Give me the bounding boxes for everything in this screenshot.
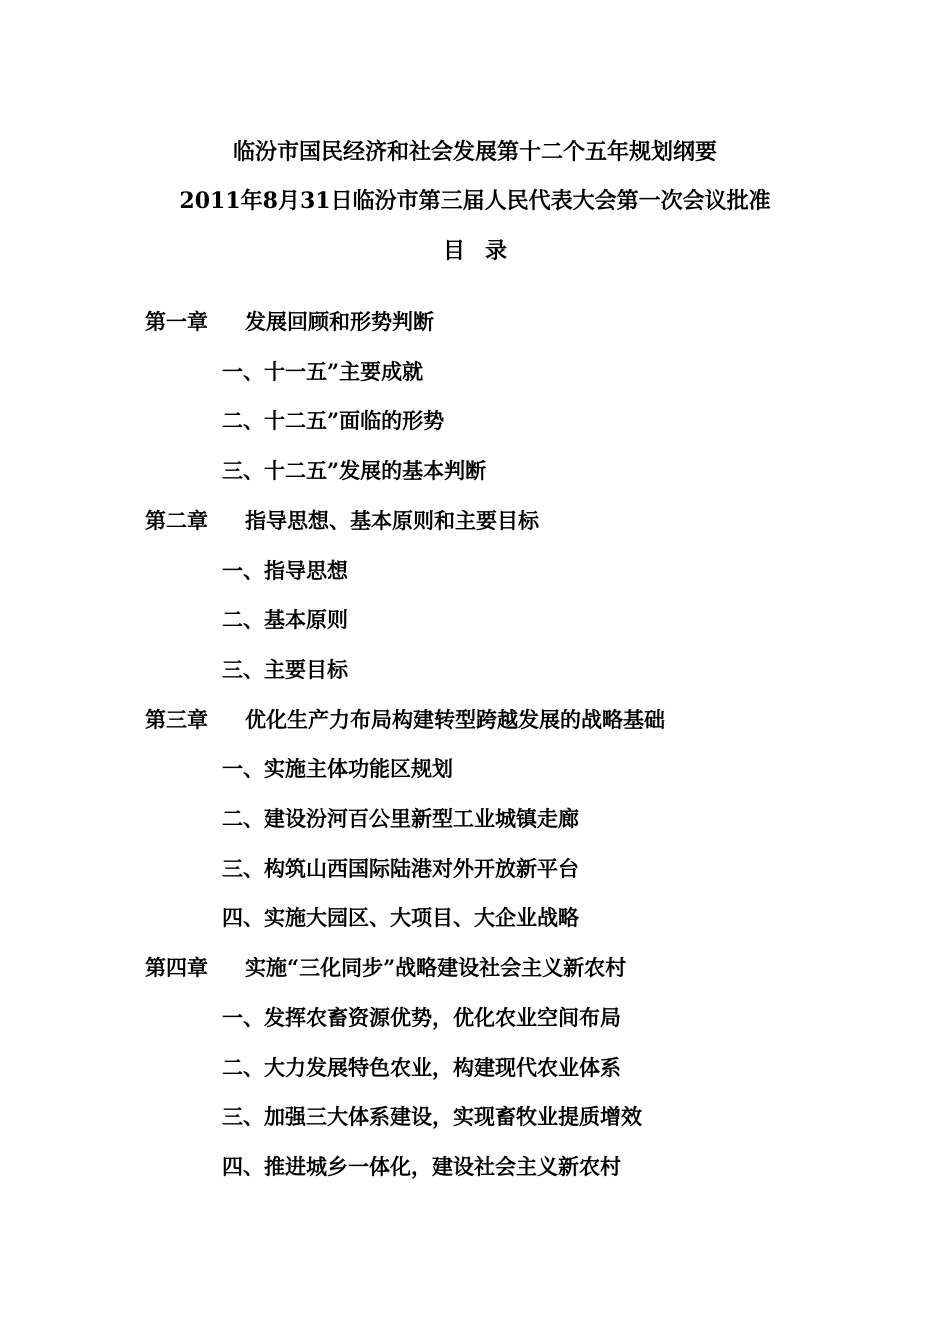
toc-section-title: 三、主要目标 [222, 656, 348, 682]
toc-section-row [0, 853, 950, 885]
toc-section-row [0, 1002, 950, 1034]
toc-section-title: 四、实施大园区、大项目、大企业战略 [222, 905, 579, 931]
toc-chapter-row [0, 505, 950, 537]
toc-chapter-title: 优化生产力布局构建转型跨越发展的战略基础 [245, 706, 665, 732]
toc-section-row [0, 753, 950, 785]
toc-section-row [0, 405, 950, 437]
toc-section-row [0, 356, 950, 388]
document-title: 临汾市国民经济和社会发展第十二个五年规划纲要 [232, 139, 717, 165]
toc-chapter-number: 第一章 [145, 309, 208, 334]
toc-section-row [0, 455, 950, 487]
toc-heading: 目录 [442, 238, 527, 264]
toc-section-title: 一、十一五”主要成就 [222, 358, 424, 384]
toc-section-row [0, 604, 950, 636]
toc-chapter-row [0, 952, 950, 984]
toc-section-title: 三、十二五”发展的基本判断 [222, 458, 487, 484]
toc-section-row [0, 803, 950, 835]
toc-section-row [0, 902, 950, 934]
toc-chapter-number: 第四章 [145, 955, 208, 981]
toc-section-row [0, 1052, 950, 1084]
toc-chapter-row [0, 306, 950, 338]
toc-section-title: 一、发挥农畜资源优势，优化农业空间布局 [222, 1004, 621, 1030]
toc-section-title: 四、推进城乡一体化，建设社会主义新农村 [222, 1153, 621, 1179]
toc-chapter-number: 第二章 [145, 507, 208, 533]
toc-section-title: 二、大力发展特色农业，构建现代农业体系 [222, 1054, 621, 1080]
toc-section-row [0, 654, 950, 686]
toc-chapter-title: 发展回顾和形势判断 [245, 309, 434, 334]
toc-section-title: 一、实施主体功能区规划 [222, 756, 453, 782]
toc-section-title: 二、十二五”面临的形势 [222, 408, 445, 434]
toc-chapter-title: 指导思想、基本原则和主要目标 [245, 507, 539, 533]
document-subtitle: 2011年8月31日临汾市第三届人民代表大会第一次会议批准 [179, 188, 771, 214]
toc-section-title: 一、指导思想 [222, 557, 348, 583]
toc-section-row [0, 1151, 950, 1183]
toc-section-title: 二、建设汾河百公里新型工业城镇走廊 [222, 806, 579, 831]
toc-section-title: 三、构筑山西国际陆港对外开放新平台 [222, 855, 579, 881]
toc-section-row [0, 555, 950, 587]
toc-chapter-title: 实施“三化同步”战略建设社会主义新农村 [245, 955, 627, 981]
toc-section-title: 二、基本原则 [222, 607, 348, 633]
toc-section-row [0, 1101, 950, 1133]
toc-section-title: 三、加强三大体系建设，实现畜牧业提质增效 [222, 1104, 642, 1130]
toc-chapter-number: 第三章 [145, 706, 208, 732]
toc-chapter-row [0, 704, 950, 736]
